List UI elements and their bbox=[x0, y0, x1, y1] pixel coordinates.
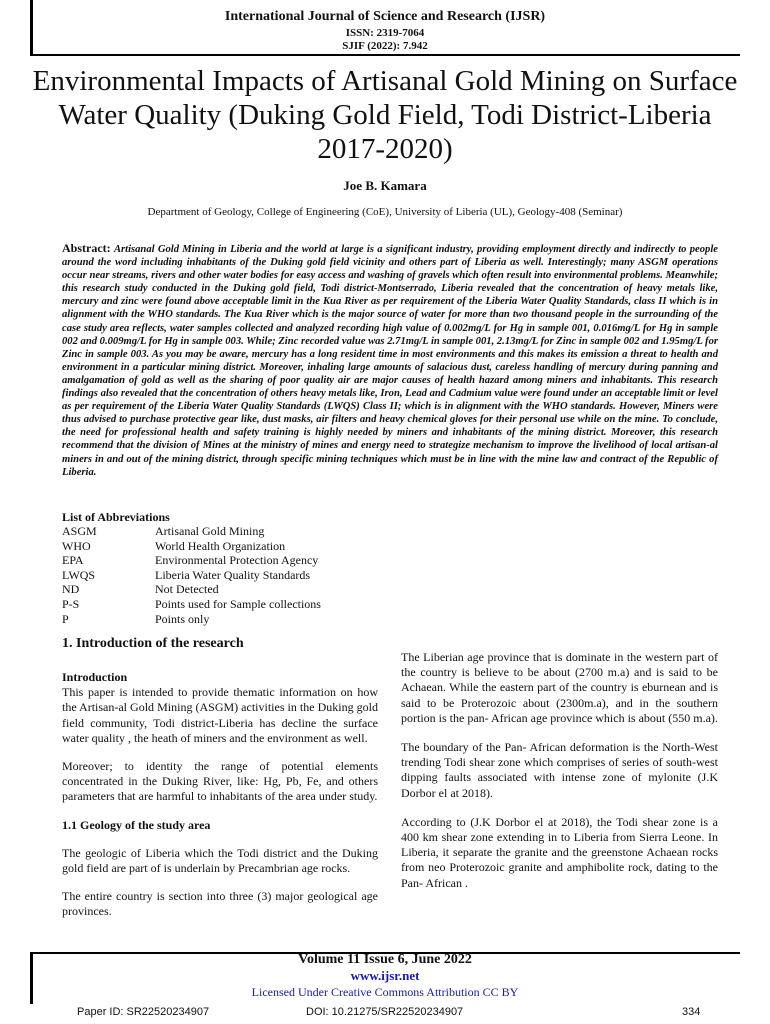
author-affiliation: Department of Geology, College of Engineering (CoE), University of Liberia (UL), Geology-408 (Seminar) bbox=[147, 206, 623, 218]
abbreviation-key: LWQS bbox=[62, 567, 96, 582]
paragraph: Moreover; to identity the range of potential elements concentrated in the Duking River, like: Hg, Pb, Fe, and others parameters that are harmful to inhabitants of the area under study. bbox=[62, 759, 378, 804]
abstract-label: Abstract: bbox=[62, 241, 111, 255]
right-column bbox=[401, 650, 718, 891]
abbreviation-row bbox=[62, 568, 321, 583]
section-1-heading: 1. Introduction of the research bbox=[62, 636, 244, 651]
journal-name: International Journal of Science and Research (IJSR) bbox=[224, 9, 546, 24]
header-rule-top bbox=[30, 54, 740, 56]
author-name: Joe B. Kamara bbox=[343, 178, 427, 193]
abbreviation-value: Not Detected bbox=[155, 582, 219, 597]
sjif: SJIF (2022): 7.942 bbox=[342, 40, 428, 52]
paragraph: The Liberian age province that is dominate in the western part of the country is believe to be about (2700 m.a) and is said to be Achaean. While the eastern part of the country is eburnean and is said to be Proterozoic about (2300m.a), and in the southern portion is the pan- African age province which is about (550 m.a). bbox=[401, 650, 718, 725]
abbreviation-row bbox=[62, 539, 321, 554]
paragraph: The entire country is section into three (3) major geological age provinces. bbox=[62, 889, 378, 919]
abbreviation-value: Points only bbox=[155, 611, 210, 626]
subheading-geology: 1.1 Geology of the study area bbox=[62, 817, 211, 832]
abstract bbox=[62, 242, 718, 479]
footer-volume: Volume 11 Issue 6, June 2022 bbox=[298, 952, 472, 967]
abbreviation-row bbox=[62, 582, 321, 597]
doi: DOI: 10.21275/SR22520234907 bbox=[306, 1006, 464, 1018]
paper-title: Environmental Impacts of Artisanal Gold Mining on Surface Water Quality (Duking Gold Field, Todi District-Liberia 2017-2020) bbox=[32, 65, 738, 165]
left-column bbox=[62, 670, 378, 920]
abbreviations-list bbox=[62, 524, 321, 626]
abbreviation-value: Points used for Sample collections bbox=[155, 596, 321, 611]
abbreviation-key: ASGM bbox=[62, 524, 97, 538]
abbreviation-key: WHO bbox=[62, 538, 91, 553]
abbreviation-row bbox=[62, 524, 321, 539]
abbreviation-key: P-S bbox=[62, 596, 80, 611]
abstract-text: Artisanal Gold Mining in Liberia and the world at large is a significant industry, providing employment directly and indirectly to people around the word including inhabitants of the Duking gold field vicinity and others part of Liberia as well. Interestingly; many ASGM operations occur near streams, rivers and other water bodies for easy access and washing of gravels which often result into environmental problems. Meanwhile; this research study conducted in the Duking gold field, Todi district-Montserrado, Liberia revealed that the concentration of heavy metals like, mercury and zinc were found above acceptable limit in the Kua River as per requirement of the Liberia Water Quality Standards, class II which is in alignment with the WHO standards. The Kua River which is the major source of water for more than two thousand people in the surrounding of the case study area reflects, water samples collected and analyzed recording high value of 0.002mg/L for Hg in sample 001, 0.016mg/L for Hg in sample 002 and 0.009mg/L for Hg in sample 003. While; Zinc recorded value was 2.71mg/L in sample 001, 2.13mg/L for Zinc in sample 002 and 1.95mg/L for Zinc in sample 003. As you may be aware, mercury has a long resident time in most environments and this makes its emission a threat to health and environment in a particular mining district. Moreover, inhaling large amounts of salacious dust, careless handling of mercury during panning and amalgamation of gold as well as the sharing of poor quality air are major causes of health hazard among miners and inhabitants. This research findings also revealed that the concentration of others heavy metals like, Iron, Lead and Cadmium value were found under an acceptable limit or level as per requirement of the Liberia Water Quality Standards (LWQS) Class II; which is in alignment with the WHO standards. However, Miners were thus advised to purchase protective gear like, dust masks, air filters and heavy chemical gloves for their personal use while on the mine. To conclude, the need for professional health and safety training is highly needed by miners and inhabitants of the mining district. Moreover, this research recommend that the division of Mines at the ministry of mines and energy need to strategize mechanism to improve the livelihood of local artisan-al miners in and out of the mining district, through specific mining techniques which must be in line with the mine law and contract of the Republic of Liberia. bbox=[62, 244, 718, 478]
abbreviation-row bbox=[62, 553, 321, 568]
page-number: 334 bbox=[682, 1006, 701, 1018]
website-link[interactable]: www.ijsr.net bbox=[350, 968, 420, 983]
abbreviation-key: P bbox=[62, 611, 69, 626]
abbreviation-row bbox=[62, 612, 321, 627]
paragraph: The boundary of the Pan- African deformation is the North-West trending Todi shear zone which comprises of series of south-west dipping faults associated with intense zone of mylonite (J.K Dorbor el at 2018). bbox=[401, 740, 718, 800]
abbreviation-value: World Health Organization bbox=[155, 538, 286, 553]
abbreviation-row bbox=[62, 597, 321, 612]
paper-id: Paper ID: SR22520234907 bbox=[77, 1006, 210, 1018]
abbreviation-value: Environmental Protection Agency bbox=[155, 553, 319, 568]
abbreviation-key: ND bbox=[62, 582, 80, 597]
abbreviation-key: EPA bbox=[62, 553, 84, 568]
license-link[interactable]: Licensed Under Creative Commons Attribution CC BY bbox=[251, 985, 519, 999]
abbreviations-title: List of Abbreviations bbox=[62, 510, 170, 524]
footer-license bbox=[0, 985, 770, 1000]
issn: ISSN: 2319-7064 bbox=[345, 27, 425, 39]
subheading-introduction: Introduction bbox=[62, 670, 128, 684]
footer-website bbox=[0, 968, 770, 984]
abbreviation-value: Artisanal Gold Mining bbox=[155, 524, 265, 538]
paragraph: This paper is intended to provide thematic information on how the Artisan-al Gold Mining (ASGM) activities in the Duking gold field community, Todi district-Liberia has decline the surface water quality , the heath of miners and the environment as well. bbox=[62, 685, 378, 745]
abbreviation-value: Liberia Water Quality Standards bbox=[155, 567, 311, 582]
paragraph: The geologic of Liberia which the Todi district and the Duking gold field are part of is underlain by Precambrian age rocks. bbox=[62, 845, 378, 876]
paragraph: According to (J.K Dorbor el at 2018), the Todi shear zone is a 400 km shear zone extending in to Liberia from Sierra Leone. In Liberia, it separate the granite and the greenstone Achaean rocks from neo Proterozoic granite and amphibolite rock, dating to the Pan- African . bbox=[401, 814, 718, 890]
